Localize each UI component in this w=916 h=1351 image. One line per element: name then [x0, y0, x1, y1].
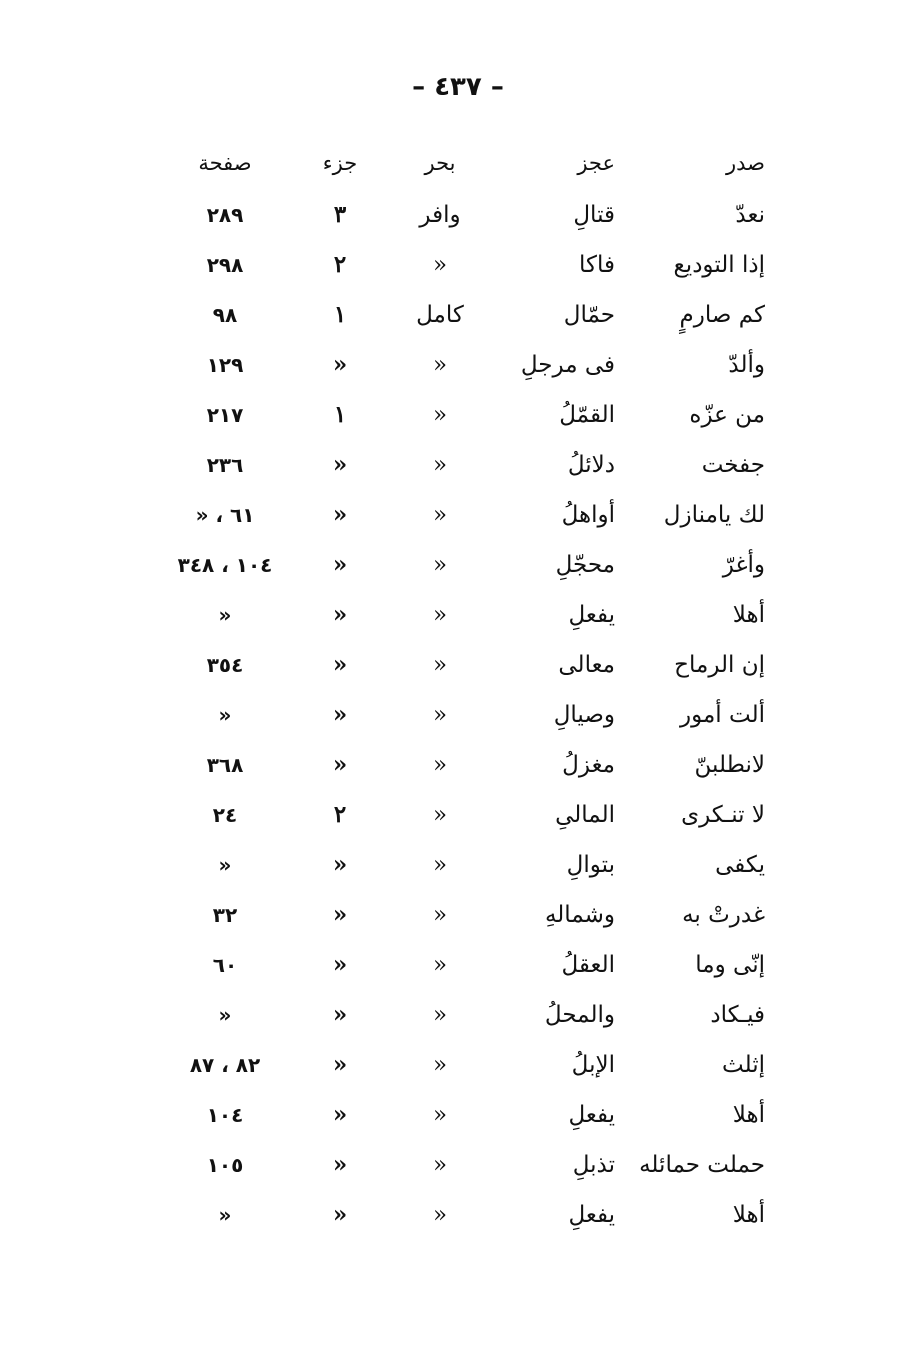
cell-ajz: وشمالهِ [544, 902, 615, 928]
cell-sadr: أهلا [732, 602, 765, 628]
cell-bahr: « [432, 652, 448, 678]
cell-safha: ١٠٤ ، ٣٤٨ [177, 553, 273, 577]
cell-ajz: يفعلِ [568, 1202, 615, 1228]
cell-sadr: لانطلبنّ [694, 752, 765, 778]
table-row [185, 890, 775, 940]
cell-ajz: العقلُ [561, 952, 615, 978]
cell-bahr: وافر [419, 202, 461, 228]
cell-bahr: « [432, 702, 448, 728]
cell-juz: ٢ [333, 801, 347, 828]
cell-ajz: تذبلِ [572, 1152, 615, 1178]
cell-sadr: غدرتْ به [682, 902, 765, 928]
cell-sadr: أهلا [732, 1202, 765, 1228]
table-row [185, 640, 775, 690]
header-ajz: عجز [577, 151, 615, 175]
cell-sadr: جفخت [701, 452, 765, 478]
cell-sadr: كم صارمٍ [679, 302, 765, 328]
table-row [185, 190, 775, 240]
cell-ajz: يفعلِ [568, 602, 615, 628]
cell-juz: « [332, 501, 348, 528]
cell-safha: ٦١ ، « [195, 503, 255, 527]
cell-juz: « [332, 601, 348, 628]
cell-safha: ١٢٩ [206, 353, 244, 377]
cell-bahr: « [432, 1152, 448, 1178]
table-row [185, 1140, 775, 1190]
cell-ajz: فاكا [579, 252, 615, 278]
cell-bahr: « [432, 252, 448, 278]
cell-sadr: وألدّ [728, 352, 765, 378]
cell-safha: « [218, 1203, 232, 1227]
cell-safha: ٦٠ [212, 953, 238, 977]
cell-ajz: والمحلُ [544, 1002, 615, 1028]
cell-juz: ٢ [333, 251, 347, 278]
cell-juz: « [332, 351, 348, 378]
cell-bahr: « [432, 452, 448, 478]
cell-sadr: حملت حمائله [639, 1152, 765, 1178]
cell-ajz: قتالِ [573, 202, 615, 228]
table-row [185, 290, 775, 340]
cell-juz: « [332, 651, 348, 678]
table-row [185, 790, 775, 840]
cell-safha: ٩٨ [212, 303, 238, 327]
cell-ajz: دلائلُ [567, 452, 615, 478]
table-row [177, 540, 775, 590]
table-row [185, 990, 775, 1040]
header-bahr: بحر [424, 151, 456, 175]
cell-ajz: حمّال [563, 302, 615, 328]
table-header-row [185, 138, 775, 190]
cell-juz: « [332, 1151, 348, 1178]
cell-ajz: يفعلِ [568, 1102, 615, 1128]
cell-ajz: وصيالِ [553, 702, 615, 728]
table-body [177, 190, 775, 1240]
cell-bahr: « [432, 1102, 448, 1128]
cell-sadr: يكفى [715, 852, 765, 878]
cell-sadr: فيـكاد [710, 1002, 765, 1028]
cell-juz: « [332, 951, 348, 978]
cell-bahr: « [432, 852, 448, 878]
cell-bahr: « [432, 902, 448, 928]
cell-safha: ٣٦٨ [206, 753, 244, 777]
cell-safha: ٢٣٦ [206, 453, 244, 477]
cell-bahr: « [432, 352, 448, 378]
cell-ajz: بتوالِ [566, 852, 615, 878]
table-row [185, 940, 775, 990]
header-juz: جزء [322, 151, 358, 175]
cell-bahr: « [432, 1202, 448, 1228]
table-row [185, 390, 775, 440]
cell-sadr: وأغرّ [722, 552, 765, 578]
cell-ajz: القمّلُ [559, 402, 615, 428]
cell-juz: « [332, 751, 348, 778]
cell-bahr: « [432, 402, 448, 428]
page-number: – ٤٣٧ – [412, 72, 504, 102]
cell-safha: ٢٨٩ [206, 203, 244, 227]
cell-juz: « [332, 1201, 348, 1228]
cell-sadr: إذا التوديع [673, 252, 765, 278]
cell-ajz: أواهلُ [561, 502, 615, 528]
cell-safha: ١٠٤ [206, 1103, 244, 1127]
cell-ajz: معالى [558, 652, 615, 678]
header-sadr: صدر [726, 151, 765, 175]
table-row [185, 1090, 775, 1140]
table-row [185, 340, 775, 390]
cell-juz: « [332, 1001, 348, 1028]
table-row [185, 690, 775, 740]
cell-juz: « [332, 701, 348, 728]
cell-juz: « [332, 451, 348, 478]
table-row [185, 740, 775, 790]
cell-bahr: « [432, 752, 448, 778]
cell-ajz: فى مرجلِ [520, 352, 615, 378]
cell-juz: ١ [333, 301, 347, 328]
cell-sadr: لا تنـكرى [681, 802, 765, 828]
cell-bahr: كامل [416, 302, 464, 328]
table-row [185, 1190, 775, 1240]
cell-safha: ٢١٧ [206, 403, 244, 427]
table-row [185, 490, 775, 540]
cell-sadr: ألت أمور [680, 702, 765, 728]
cell-safha: ٣٢ [212, 903, 238, 927]
cell-bahr: « [432, 1052, 448, 1078]
table-row [185, 240, 775, 290]
table-row [185, 590, 775, 640]
cell-safha: ٢٤ [212, 803, 238, 827]
cell-safha: ١٠٥ [206, 1153, 244, 1177]
cell-sadr: من عزّه [689, 402, 765, 428]
cell-juz: ٣ [333, 201, 347, 228]
table-row [185, 1040, 775, 1090]
cell-safha: « [218, 703, 232, 727]
cell-ajz: الإبلُ [571, 1052, 615, 1078]
cell-safha: « [218, 853, 232, 877]
cell-bahr: « [432, 502, 448, 528]
cell-ajz: مغزلُ [562, 752, 615, 778]
cell-sadr: إثلث [722, 1052, 765, 1078]
header-safha: صفحة [198, 151, 252, 175]
cell-ajz: محجّلِ [555, 552, 615, 578]
table-row [185, 440, 775, 490]
cell-juz: « [332, 851, 348, 878]
cell-safha: ٨٢ ، ٨٧ [189, 1053, 261, 1077]
cell-juz: « [332, 1101, 348, 1128]
cell-bahr: « [432, 602, 448, 628]
verse-index-table [177, 138, 775, 1240]
table-row [185, 840, 775, 890]
cell-safha: « [218, 603, 232, 627]
cell-bahr: « [432, 802, 448, 828]
cell-sadr: إن الرماح [674, 652, 765, 678]
cell-safha: « [218, 1003, 232, 1027]
cell-sadr: نعدّ [735, 202, 765, 228]
cell-safha: ٢٩٨ [206, 253, 244, 277]
cell-juz: « [332, 551, 348, 578]
cell-sadr: أهلا [732, 1102, 765, 1128]
cell-safha: ٣٥٤ [206, 653, 244, 677]
cell-sadr: إنّى وما [695, 952, 765, 978]
cell-bahr: « [432, 552, 448, 578]
cell-bahr: « [432, 1002, 448, 1028]
cell-juz: « [332, 1051, 348, 1078]
cell-juz: « [332, 901, 348, 928]
cell-ajz: المالىِ [555, 802, 615, 828]
cell-bahr: « [432, 952, 448, 978]
cell-sadr: لك يامنازل [663, 502, 765, 528]
cell-juz: ١ [333, 401, 347, 428]
